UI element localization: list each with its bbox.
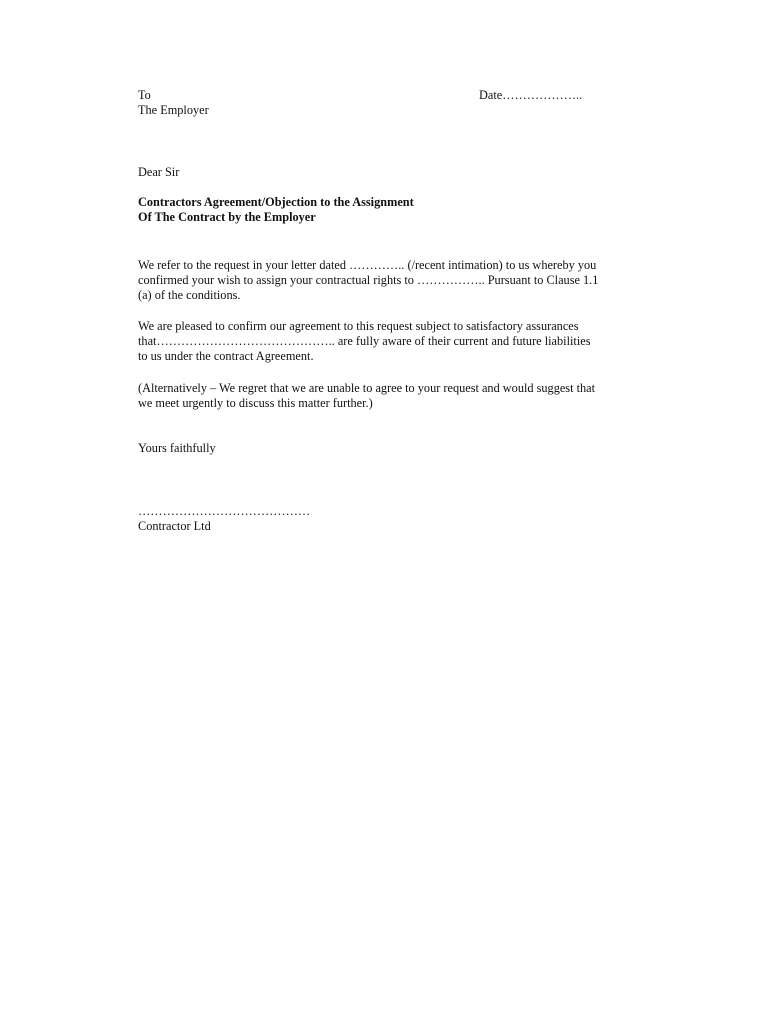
- to-label: To: [138, 88, 151, 102]
- paragraph1-line-2: confirmed your wish to assign your contractual rights to …………….. Pursuant to Clause 1.1: [138, 273, 599, 287]
- salutation-text: Dear Sir: [138, 165, 180, 179]
- subject-line-2: Of The Contract by the Employer: [138, 210, 316, 224]
- paragraph3-line-1: (Alternatively – We regret that we are unable to agree to your request and would suggest that: [138, 381, 596, 395]
- salutation: [138, 165, 638, 180]
- signatory-name: Contractor Ltd: [138, 519, 211, 533]
- signature-block: [138, 504, 638, 534]
- paragraph2-line-1: We are pleased to confirm our agreement to this request subject to satisfactory assurances: [138, 319, 579, 333]
- paragraph2-line-3: to us under the contract Agreement.: [138, 349, 314, 363]
- paragraph-request: [138, 258, 638, 303]
- paragraph1-line-3: (a) of the conditions.: [138, 288, 241, 302]
- paragraph-agreement: [138, 319, 638, 364]
- signature-line: ……………………………………: [138, 504, 311, 518]
- closing: [138, 441, 638, 456]
- paragraph3-line-2: we meet urgently to discuss this matter further.): [138, 396, 373, 410]
- date-field: Date………………..: [479, 88, 583, 102]
- subject-heading: [138, 195, 638, 225]
- paragraph-alternative: [138, 381, 638, 411]
- closing-text: Yours faithfully: [138, 441, 216, 455]
- recipient-name: The Employer: [138, 103, 209, 117]
- paragraph2-line-2: that…………………………………….. are fully aware of their current and future liabilities: [138, 334, 591, 348]
- subject-line-1: Contractors Agreement/Objection to the Assignment: [138, 195, 414, 209]
- paragraph1-line-1: We refer to the request in your letter dated ………….. (/recent intimation) to us whereby you: [138, 258, 597, 272]
